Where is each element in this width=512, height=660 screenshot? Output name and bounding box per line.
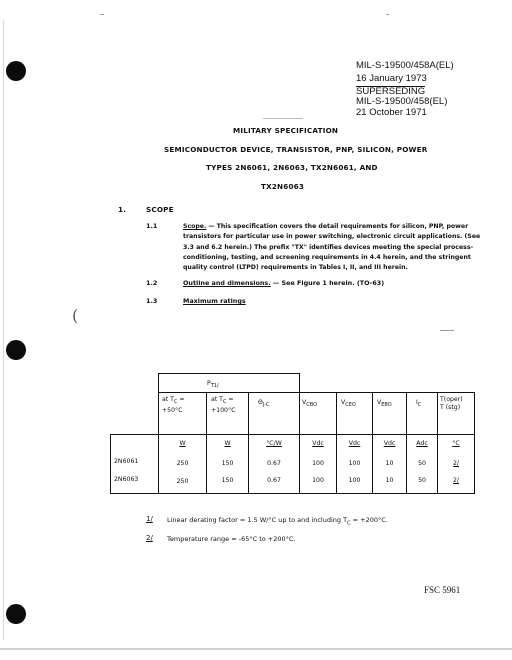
section-number: 1. [118, 205, 127, 214]
scan-artifact [0, 648, 512, 650]
scope-text: — This specification covers the detail requirements for silicon, PNP, power transistors for particular use in power switching, electronic circuit applications. (See 3.3 and 6.2 herein.) The prefix "TX" identifies devices meeting the special process-conditioning, testing, and screening requirements in 4.4 herein, and the stringent quality control (LTPD) requirements in Tables I, II, and III herein. [183, 223, 481, 272]
fsc-stamp: FSC 5961 [424, 585, 461, 595]
table-border [474, 392, 475, 494]
unit-cell: °C [452, 440, 460, 447]
unit-cell: Vdc [383, 440, 396, 447]
doc-date: 16 January 1973 [356, 73, 427, 84]
col-header-ic: $I_C$ [416, 399, 422, 409]
table-border [158, 392, 300, 393]
col-header-theta: $\Theta_{J-C}$ [258, 399, 270, 409]
scope-paragraph [183, 222, 493, 273]
table-cell: 100 [312, 477, 324, 484]
table-cell: 150 [221, 477, 234, 484]
group-header-ptc: $P_{T1/}$ [207, 380, 219, 390]
footnote-marker: 2/ [146, 534, 153, 542]
table-border [299, 392, 474, 393]
outline-label: Outline and dimensions. [183, 279, 271, 287]
table-cell: 100 [348, 477, 361, 484]
scan-artifact [386, 14, 389, 15]
scan-artifact [263, 118, 303, 119]
superseding-label: SUPERSEDING [356, 86, 426, 97]
punch-hole-middle [6, 340, 26, 360]
table-cell: 10 [385, 460, 394, 467]
max-ratings-label: Maximum ratings [183, 297, 246, 305]
col-header-vebo: $V_{EBO}$ [377, 399, 392, 409]
footnote-1: Linear derating factor = 1.5 W/°C up to and including $T_C = +200^\circ C$. [167, 516, 388, 527]
section-heading: SCOPE [146, 205, 174, 214]
unit-cell: Vdc [348, 440, 361, 447]
previous-doc-date: 21 October 1971 [356, 107, 427, 118]
table-cell: 150 [221, 460, 234, 467]
table-cell: 0.67 [267, 460, 281, 467]
punch-hole-bottom [6, 604, 26, 624]
table-border [110, 493, 475, 494]
unit-cell: Vdc [312, 440, 324, 447]
margin-mark: ( [72, 306, 79, 325]
table-border [110, 434, 111, 494]
table-cell: 0.67 [267, 477, 281, 484]
unit-cell: W [179, 440, 186, 447]
table-row-type: 2N6063 [114, 476, 139, 483]
unit-cell: Adc [416, 440, 428, 447]
col-header-ptc50: at $T_C$ = +50°C [162, 396, 185, 414]
table-cell: 250 [176, 460, 189, 467]
unit-cell: °C/W [266, 440, 282, 447]
table-border [158, 373, 300, 374]
paragraph-number: 1.1 [146, 222, 158, 230]
table-cell: 250 [176, 478, 189, 485]
paragraph-number: 1.2 [146, 279, 158, 287]
subject-line: SEMICONDUCTOR DEVICE, TRANSISTOR, PNP, SILICON, POWER [164, 145, 428, 154]
types-line-cont: TX2N6063 [261, 182, 305, 191]
page-title: MILITARY SPECIFICATION [233, 126, 339, 135]
outline-paragraph [183, 279, 384, 287]
col-header-temp: T(oper) T (stg) [440, 396, 463, 411]
scan-artifact [3, 20, 4, 640]
table-row-type: 2N6061 [114, 458, 139, 465]
types-line: TYPES 2N6061, 2N6063, TX2N6061, AND [206, 163, 378, 172]
table-border [110, 434, 475, 435]
punch-hole-top [6, 61, 26, 81]
footnote-marker: 1/ [146, 515, 153, 523]
outline-text: — See Figure 1 herein. (TO-63) [272, 279, 385, 287]
table-cell: 2/ [452, 460, 460, 467]
col-header-vcbo: $V_{CBO}$ [302, 399, 318, 409]
scan-artifact [100, 14, 104, 15]
table-cell: 50 [418, 477, 426, 484]
col-header-ptc100: at $T_C$ = +100°C [211, 396, 236, 414]
previous-doc-number: MIL-S-19500/458(EL) [356, 96, 448, 107]
paragraph-number: 1.3 [146, 297, 158, 305]
table-cell: 100 [348, 460, 361, 467]
unit-cell: W [224, 440, 231, 447]
footnote-2: Temperature range = -65°C to +200°C. [167, 535, 296, 543]
scope-label: Scope. [183, 223, 207, 230]
scan-artifact [440, 330, 454, 331]
doc-number: MIL-S-19500/458A(EL) [356, 60, 454, 71]
table-cell: 2/ [452, 477, 460, 484]
table-cell: 100 [312, 460, 324, 467]
table-cell: 10 [385, 477, 394, 484]
table-cell: 50 [418, 460, 426, 467]
col-header-vceo: $V_{CEO}$ [341, 399, 356, 409]
